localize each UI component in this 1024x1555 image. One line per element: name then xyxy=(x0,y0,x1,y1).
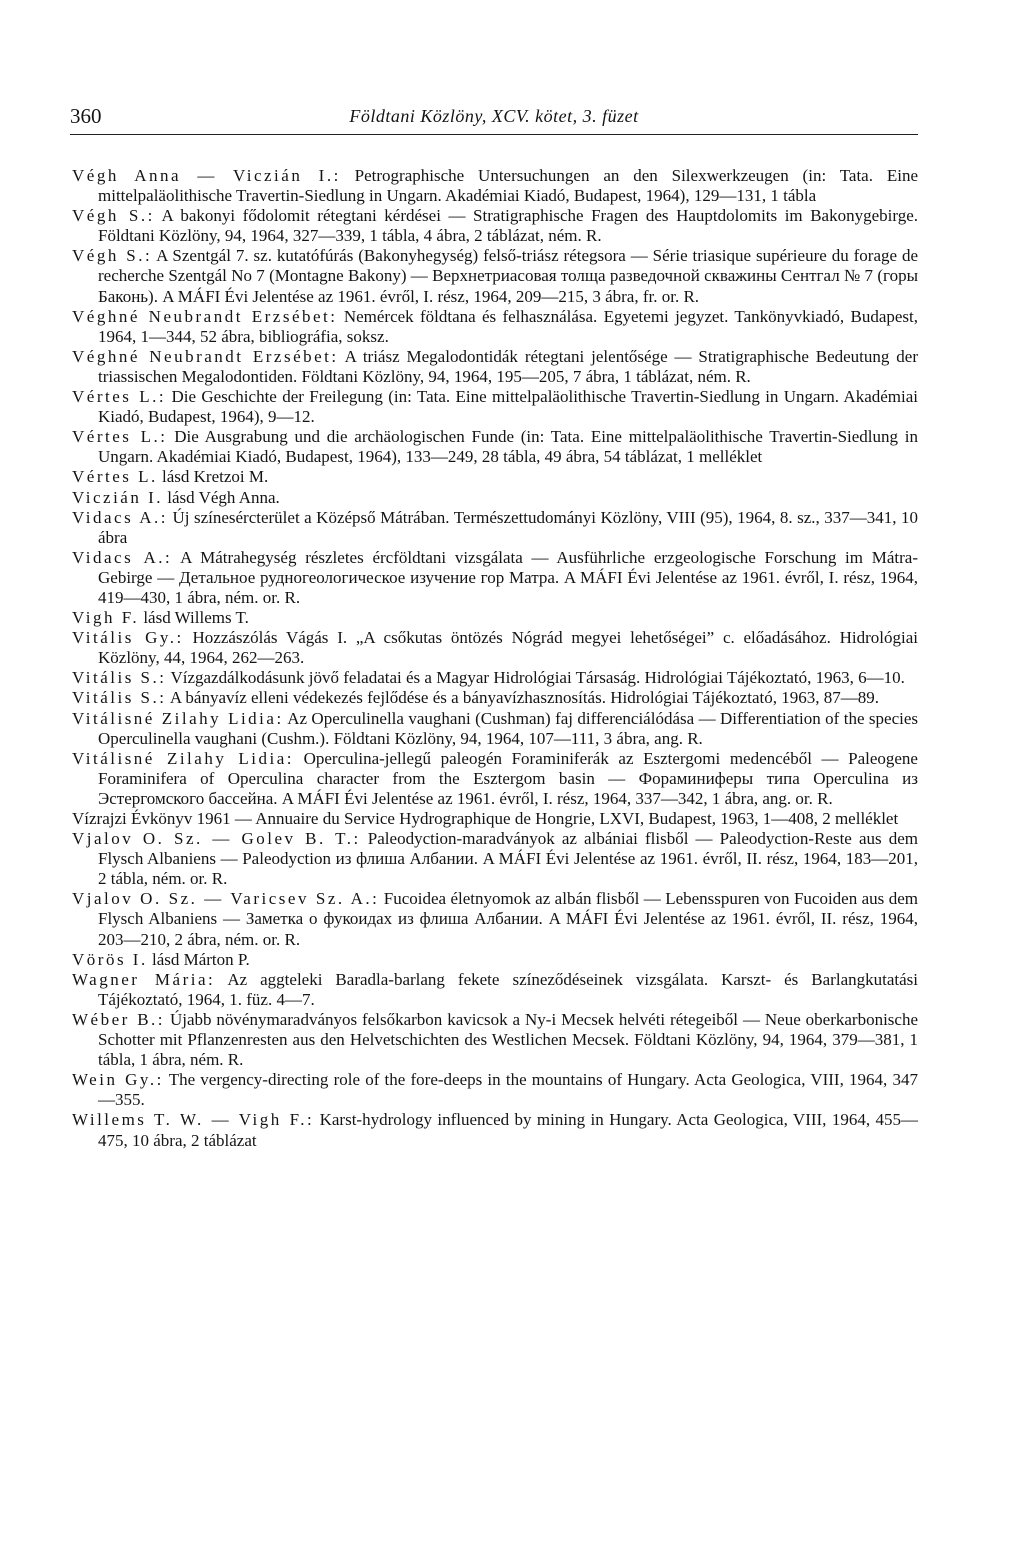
reference-entry xyxy=(72,1010,918,1070)
reference-entry xyxy=(72,488,918,508)
reference-author: Wein Gy.: xyxy=(72,1070,164,1090)
reference-author: Végh S.: xyxy=(72,246,153,266)
reference-text: A bányavíz elleni védekezés fejlődése és a bányavízhasznosítás. Hidrológiai Tájékoztató, 1963, 87—89. xyxy=(169,688,880,708)
reference-text: Az Operculinella vaughani (Cushman) faj differenciálódása — Differentiation of the species Operculinella vaughani (Cushm.). Földtani Közlöny, 94, 1964, 107—111, 3 ábra, ang. R. xyxy=(98,708,919,748)
reference-entry xyxy=(72,668,918,688)
reference-entry xyxy=(72,749,918,809)
reference-text: Vízrajzi Évkönyv 1961 — Annuaire du Service Hydrographique de Hongrie, LXVI, Budapest, 1963, 1—408, 2 melléklet xyxy=(72,809,899,828)
reference-author: Vjalov O. Sz. — Golev B. T.: xyxy=(72,829,361,849)
reference-text: Nemércek földtana és felhasználása. Egyetemi jegyzet. Tankönyvkiadó, Budapest, 1964, 1—344, 52 ábra, bibliográfia, soksz. xyxy=(98,306,919,346)
page-header xyxy=(70,104,918,135)
reference-entry xyxy=(72,166,918,206)
reference-entry xyxy=(72,1070,918,1110)
reference-text: A Szentgál 7. sz. kutatófúrás (Bakonyhegység) felső-triász rétegsora — Série triasique supérieure du forage de recherche Szentgál No 7 (Montagne Bakony) — Верхнетриасовая толща разведочной скважины Сентгал № 7 (горы Баконь). A MÁFI Évi Jelentése az 1961. évről, I. rész, 1964, 209—215, 3 ábra, fr. or. R. xyxy=(98,246,919,306)
reference-text: A triász Megalodontidák rétegtani jelentősége — Stratigraphische Bedeutung der triassischen Megalodontiden. Földtani Közlöny, 94, 1964, 195—205, 7 ábra, 1 táblázat, ném. R. xyxy=(98,346,918,386)
reference-author: Vidacs A.: xyxy=(72,507,168,527)
page-number: 360 xyxy=(70,104,102,128)
reference-author: Vitálisné Zilahy Lidia: xyxy=(72,708,284,728)
reference-text: A Mátrahegység részletes ércföldtani vizsgálata — Ausführliche erzgeologische Forschung im Mátra-Gebirge — Детальное рудногеологическое изучение гор Матра. A MÁFI Évi Jelentése az 1961. évről, I. rész, 1964, 419—430, 1 ábra, ném. or. R. xyxy=(98,547,919,607)
reference-author: Vértes L. xyxy=(72,467,158,487)
reference-text: Újabb növénymaradványos felsőkarbon kavicsok a Ny-i Mecsek helvéti rétegeiből — Neue oberkarbonische Schotter mit Pflanzenresten aus den Helvetschichten des Westlichen Mecsek. Földtani Közlöny, 94, 1964, 379—381, 1 tábla, 1 ábra, ném. R. xyxy=(98,1009,919,1070)
reference-entry xyxy=(72,246,918,306)
reference-text: Die Geschichte der Freilegung (in: Tata. Eine mittelpaläolithische Travertin-Siedlung in Ungarn. Akadémiai Kiadó, Budapest, 1964), 9—12. xyxy=(98,387,919,427)
reference-text: A bakonyi fődolomit rétegtani kérdései — Stratigraphische Fragen des Hauptdolomits im Bakonygebirge. Földtani Közlöny, 94, 1964, 327—339, 1 tábla, 4 ábra, 2 táblázat, ném. R. xyxy=(98,206,918,246)
reference-author: Vörös I. xyxy=(72,949,148,969)
reference-text: Karst-hydrology influenced by mining in Hungary. Acta Geologica, VIII, 1964, 455—475, 10 ábra, 2 táblázat xyxy=(98,1110,918,1150)
reference-author: Véghné Neubrandt Erzsébet: xyxy=(72,306,338,326)
reference-author: Viczián I. xyxy=(72,487,163,507)
reference-text: Fucoidea életnyomok az albán flisből — Lebensspuren von Fucoiden aus dem Flysch Albaniens — Заметка о фукоидах из флиша Албании. A MÁFI Évi Jelentése az 1961. évről, II. rész, 1964, 203—210, 2 ábra, ném. or. R. xyxy=(98,889,918,949)
reference-entry xyxy=(72,206,918,246)
reference-author: Végh Anna — Viczián I.: xyxy=(72,166,341,185)
running-title: Földtani Közlöny, XCV. kötet, 3. füzet xyxy=(349,106,639,126)
reference-text: lásd Márton P. xyxy=(151,949,250,969)
reference-entry xyxy=(72,508,918,548)
reference-text: Petrographische Untersuchungen an den Silexwerkzeugen (in: Tata. Eine mittelpaläolithische Travertin-Siedlung in Ungarn. Akadémiai Kiadó, Budapest, 1964), 129—131, 1 tábla xyxy=(98,166,918,206)
reference-entry xyxy=(72,709,918,749)
reference-entry xyxy=(72,307,918,347)
reference-author: Wéber B.: xyxy=(72,1009,166,1029)
reference-entry xyxy=(72,829,918,889)
reference-text: Az aggteleki Baradla-barlang fekete színeződéseinek vizsgálata. Karszt- és Barlangkutatási Tájékoztató, 1964, 1. füz. 4—7. xyxy=(98,969,918,1009)
reference-author: Véghné Neubrandt Erzsébet: xyxy=(72,346,339,366)
reference-author: Willems T. W. — Vigh F.: xyxy=(72,1110,315,1130)
reference-text: lásd Végh Anna. xyxy=(167,487,280,507)
reference-entry xyxy=(72,467,918,487)
reference-entry xyxy=(72,950,918,970)
reference-text: The vergency-directing role of the fore-deeps in the mountains of Hungary. Acta Geologica, VIII, 1964, 347—355. xyxy=(98,1070,918,1110)
reference-entry xyxy=(72,1110,918,1150)
reference-text: Vízgazdálkodásunk jövő feladatai és a Magyar Hidrológiai Társaság. Hidrológiai Tájékoztató, 1963, 6—10. xyxy=(170,668,905,688)
reference-entry xyxy=(72,970,918,1010)
reference-author: Vjalov O. Sz. — Varicsev Sz. A.: xyxy=(72,889,380,909)
reference-entry xyxy=(72,608,918,628)
reference-entry xyxy=(72,387,918,427)
reference-entry xyxy=(72,889,918,949)
reference-author: Vértes L.: xyxy=(72,427,168,447)
reference-entry xyxy=(72,347,918,387)
reference-entry xyxy=(72,809,918,829)
reference-text: Die Ausgrabung und die archäologischen Funde (in: Tata. Eine mittelpaläolithische Travertin-Siedlung in Ungarn. Akadémiai Kiadó, Budapest, 1964), 133—249, 28 tábla, 49 ábra, 54 táblázat, 1 melléklet xyxy=(98,427,919,467)
reference-list xyxy=(72,166,918,1151)
reference-text: Operculina-jellegű paleogén Foraminiferák az Esztergomi medencéből — Paleogene Foraminifera of Operculina character from the Esztergom basin — Фораминиферы типа Operculina из Эстергомского бассейна. A MÁFI Évi Jelentése az 1961. évről, I. rész, 1964, 337—342, 1 ábra, ang. or. R. xyxy=(98,748,918,808)
reference-author: Wagner Mária: xyxy=(72,969,216,989)
reference-entry xyxy=(72,548,918,608)
reference-author: Vitálisné Zilahy Lidia: xyxy=(72,748,295,768)
reference-text: Paleodyction-maradványok az albániai flisből — Paleodyction-Reste aus dem Flysch Albaniens — Paleodyction из флиша Албании. A MÁFI Évi Jelentése az 1961. évről, II. rész, 1964, 183—201, 2 tábla, ném. or. R. xyxy=(98,829,919,889)
reference-text: Új színesércterület a Középső Mátrában. Természettudományi Közlöny, VIII (95), 1964, 8. sz., 337—341, 10 ábra xyxy=(98,507,918,547)
reference-text: lásd Kretzoi M. xyxy=(162,467,269,487)
reference-entry xyxy=(72,628,918,668)
reference-author: Vidacs A.: xyxy=(72,547,173,567)
reference-author: Végh S.: xyxy=(72,206,155,226)
reference-author: Vigh F. xyxy=(72,608,140,628)
reference-text: lásd Willems T. xyxy=(143,608,249,628)
reference-author: Vitális S.: xyxy=(72,668,167,688)
reference-author: Vitális Gy.: xyxy=(72,628,184,648)
reference-author: Vértes L.: xyxy=(72,387,167,407)
reference-entry xyxy=(72,427,918,467)
reference-text: Hozzászólás Vágás I. „A csőkutas öntözés Nógrád megyei lehetőségei” c. előadásához. Hidrológiai Közlöny, 44, 1964, 262—263. xyxy=(98,628,918,668)
reference-entry xyxy=(72,688,918,708)
reference-author: Vitális S.: xyxy=(72,688,167,708)
